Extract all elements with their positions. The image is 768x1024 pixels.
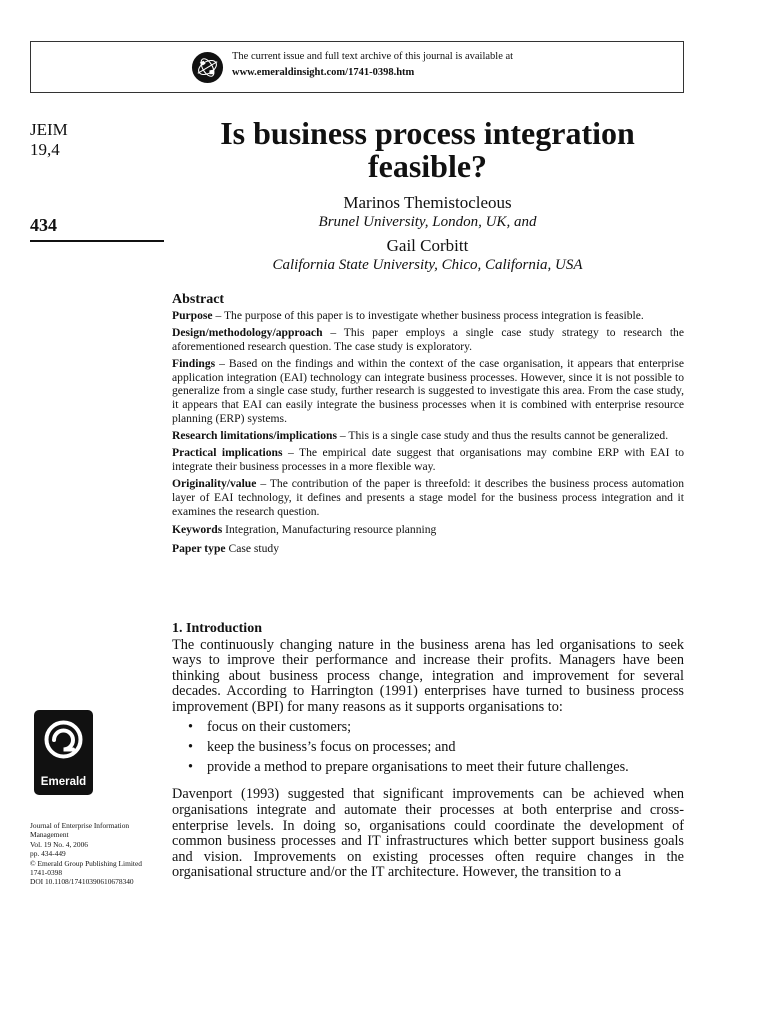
page-number-rule [30,240,164,242]
page-number: 434 [30,215,57,235]
abstract-heading: Abstract [172,292,225,307]
author-affiliation: California State University, Chico, California, USA [272,257,583,273]
list-item [188,740,684,756]
list-item-text: focus on their customers; [207,718,352,735]
journal-availability-box [30,41,684,93]
abstract-limitations [172,429,684,443]
list-item [188,760,684,776]
abstract-practical [172,446,684,474]
abstract-label: Originality/value [172,476,257,490]
journal-volume-issue: 19,4 [30,140,60,159]
citation-line: Management [30,830,69,840]
abstract-label: Paper type [172,541,226,555]
body-paragraph: The continuously changing nature in the business arena has led organisations to seek ways to improve their performance and increase their profits. Managers have been thinking about business process change, integration and improvement for several decades. According to Harrington (1991) enterprises have turned to business process improvement (BPI) for many reasons as it supports organisations to: [172,636,684,715]
journal-abbreviation [30,120,68,160]
emerald-logo [34,710,93,795]
abstract-label: Practical implications [172,446,283,460]
abstract-label: Design/methodology/approach [172,325,323,339]
bullet-icon: • [188,738,194,755]
paper-title-line-1: Is business process integration [220,115,635,151]
abstract-label: Purpose [172,308,213,322]
body-paragraph: Davenport (1993) suggested that significant improvements can be achieved when organisations integrate and automate their processes at both enterprise and cross-enterprise levels. In doing so, organisations could coordinate the development of common business processes and IT infrastructures which better support business goals and vision. Improvements on existing processes often require changes in the organisational structure and/or the IT architecture. However, the transition to a [172,786,684,881]
abstract-text: Integration, Manufacturing resource planning [222,522,437,536]
bullet-list [172,720,684,776]
abstract-text: – This paper employs a single case study strategy to research the aforementioned research question. The case study is exploratory. [172,325,684,353]
citation-line: © Emerald Group Publishing Limited [30,858,142,868]
abstract-design [172,326,684,354]
paper-title-line-2: feasible? [367,148,488,184]
abstract-text: – The empirical date suggest that organisations may combine ERP with EAI to integrate their business processes in a more flexible way. [172,446,684,473]
abstract-purpose [172,309,684,323]
abstract-findings [172,357,684,427]
abstract-text: – This is a single case study and thus the results cannot be generalized. [337,429,669,443]
introduction-section [172,621,684,881]
abstract-label: Keywords [172,522,223,536]
abstract-keywords [172,523,684,537]
abstract-text: Case study [225,541,280,555]
citation-line: DOI 10.1108/17410390610678340 [30,877,134,887]
emerald-swirl-icon [43,718,84,761]
list-item-text: keep the business’s focus on processes; and [207,738,456,755]
abstract-paper-type [172,542,684,556]
abstract-text: – The contribution of the paper is threefold: it describes the business process automation layer of EAI technology, it defines and presents a stage model for the business process integration and it examines the research question. [172,476,684,518]
author-name: Gail Corbitt [386,236,469,255]
author-name: Marinos Themistocleous [343,193,512,212]
bullet-icon: • [188,758,194,775]
citation-info [30,821,170,887]
abstract-label: Research limitations/implications [172,429,337,443]
citation-line: Journal of Enterprise Information [30,821,130,830]
bullet-icon: • [188,718,194,735]
author-affiliation: Brunel University, London, UK, and [318,214,537,230]
abstract-label: Findings [172,356,216,370]
list-item-text: provide a method to prepare organisations to meet their future challenges. [207,758,629,775]
emerald-wordmark: Emerald [40,776,87,788]
citation-line: Vol. 19 No. 4, 2006 [30,839,88,849]
availability-note: The current issue and full text archive of this journal is available at [232,51,514,62]
abstract-text: – The purpose of this paper is to investigate whether business process integration is feasible. [212,308,644,322]
abstract-text: – Based on the findings and within the context of the case organisation, it appears that enterprise application integration (EAI) technology can integrate business processes. However, since it is not possible to generalize from a single case study, further research is suggested to investigate this area. From the case study, it appears that EAI can easily integrate the business processes when it is combined with enterprise resource planning (ERP) systems. [172,356,684,426]
section-heading: 1. Introduction [172,621,262,636]
citation-line: pp. 434-449 [30,849,66,859]
abstract [172,293,684,558]
journal-abbrev-text: JEIM [30,120,68,139]
citation-line: 1741-0398 [30,868,63,878]
paper-title [175,117,680,183]
globe-icon [191,51,224,84]
journal-url-link[interactable]: www.emeraldinsight.com/1741-0398.htm [232,67,415,78]
list-item [188,720,684,736]
abstract-originality [172,477,684,519]
